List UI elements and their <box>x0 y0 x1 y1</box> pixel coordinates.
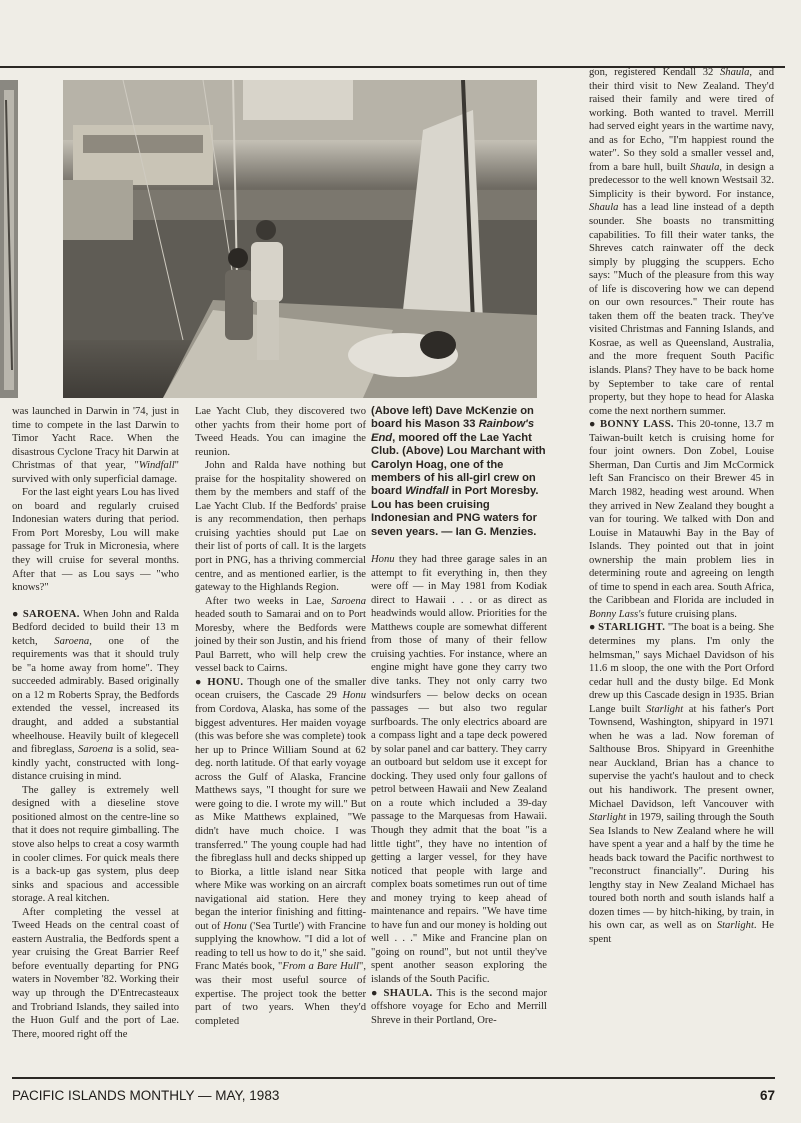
paragraph <box>195 595 366 676</box>
text: , one of the requirements was that it should truly be "a home away from home". They succeeded admirably. Based originally on a 12 m Roberts Spray, the Bedfords extended the vessel, increased its draught, and added a substantial wheelhouse. Heavily built of klegecell and fibreglass, <box>12 635 179 756</box>
section-heading: STARLIGHT. <box>598 622 666 634</box>
bullet-icon: ● <box>589 419 597 431</box>
text: , in design a predecessor to the well known Westsail 32. Simplicity is their byword. For instance, <box>589 161 774 200</box>
bullet-icon: ● <box>195 676 204 688</box>
text: is a solid, sea-kindly yacht, constructed with long-distance cruising in mind. <box>12 744 179 783</box>
section-heading: BONNY LASS. <box>599 419 674 431</box>
text: gon, registered Kendall 32 <box>589 67 720 78</box>
left-photo-edge <box>0 80 18 398</box>
text: at his father's Port Townsend, Washington, shipyard in 1971 when he was a lad. Now foreman of Salthouse Bros. Shipyard in Greenhithe near Auckland, Brian has a chance to supervise the yacht's haulout and to check out his handiwork. The present owner, Michael Davidson, left Vancouver with <box>589 703 774 810</box>
book-title: From a Bare Hull <box>282 961 359 973</box>
yacht-name: Starlight <box>589 812 627 824</box>
text: they had three garage sales in an attempt to fit everything in, then they were off — in May 1981 from Kodiak direct to Hawaii . . . or as direct as headwinds would allow. Priorities for the Matthews couple are somewhat different from those of many of their fellow cruising yachties. For instance, where an engine might have gone they carry two dive tanks. They not only carry two windsurfers — below decks on ocean passages — but also two regular surfboards. The only electrics aboard are a compass light and a tape deck powered by solar panel and car battery. They carry an outboard but seldom use it except for docking. They used only four gallons of petrol between Hawaii and New Zealand on a route which included a 39-day passage to the Marquesas from Hawaii. Though they admit that the boat "is a little tight", they have no intention of getting a larger vessel, for they have noticed that people with large and complex boats sometimes run out of time and money trying to keep ahead of maintenance and repairs. "We have time to have fun and our money is holding out well . . ." Mike and Francine plan on "going on round", but not until they've spent another season exploring the islands of the South Pacific. <box>371 554 547 986</box>
paragraph: Lae Yacht Club, they discovered two other yachts from their home port of Tweed Heads. You can imagine the reunion. <box>195 406 366 458</box>
text-column-3 <box>371 405 547 1027</box>
yacht-name: Bonny Lass's <box>589 608 645 620</box>
text: This 20-tonne, 13.7 m Taiwan-built ketch is cruising home for four joint owners. Don Zobel, Louise Sherman, Dan Curtis and Jim McCormick left San Francisco on their Brewer 45 in March 1982, heading west around. When they arrived in New Zealand they bought a van for touring. We talked with Don and Louise in Matauwhi Bay in the Bay of Islands. They pointed out that in joint ownership the main problem lies in determining route and agreeing on length of time to spend in each area. South Africa, the Caribbean and Florida are included in <box>589 419 775 607</box>
paragraph <box>12 405 179 486</box>
yacht-name: Saroena <box>78 744 114 756</box>
section-shaula <box>371 987 547 1028</box>
text: future cruising plans. <box>644 608 737 620</box>
yacht-name: Starlight <box>646 703 684 715</box>
caption-text: , moored off the Lae Yacht Club. (Above) Lou Marchant with Carolyn Hoag, one of the members of his all-girl crew on board <box>371 431 546 498</box>
section-heading: HONU. <box>207 676 244 688</box>
bullet-icon: ● <box>589 622 596 634</box>
text: ('Sea Turtle') with Francine supplying the knowhow. "I did a lot of reading to tell us how to do it," she said. Franc Matés book, " <box>195 920 366 973</box>
bullet-icon: ● <box>12 608 20 620</box>
text: in 1979, sailing through the South Sea Islands to New Zealand where he will have spent a year and a half by the time he heads back toward the Pacific northwest to "reconstruct financially". During his lengthy stay in New Zealand Michael has toured both north and south islands half a dozen times — by hitch-hiking, by train, in his own car, as well as on <box>589 812 774 932</box>
text: This is the second major offshore voyage for Echo and Merrill Shreve in their Portland, Ore- <box>371 987 547 1026</box>
yacht-name: Honu <box>342 690 366 702</box>
section-bonny-lass <box>589 418 774 621</box>
yacht-name: Honu <box>223 920 247 932</box>
text-column-4 <box>589 66 774 947</box>
paragraph <box>371 553 547 987</box>
text: has a lead line instead of a depth sounder. She boasts no transmitting capabilities. To fill their water tanks, the Shreves catch rainwater off the deck simply by plugging the scuppers. Echo says: "Much of the pleasure from this way of life is discovering how we can depend on our own resources." Their route has taken them off the beaten track. They've visited Christmas and Fanning Islands, and Kosrae, as well as Queensland, Australia, and the more frequent South Pacific islands. Plans? They have to be back home by September to take care of rental property, but they hope to head for Alaska come the next northern summer. <box>589 202 774 417</box>
publication-footer: PACIFIC ISLANDS MONTHLY — MAY, 1983 <box>12 1088 280 1103</box>
yacht-name: Saroena <box>331 595 366 607</box>
paragraph <box>589 66 774 418</box>
text-column-1 <box>12 405 179 1041</box>
yacht-name: Windfall <box>405 485 449 498</box>
section-starlight <box>589 621 774 946</box>
text: from Cordova, Alaska, has some of the biggest adventures. Her maiden voyage (this was before she was complete) took her up to Prince William Sound at 62 deg. north latitude. Of that early voyage across the Gulf of Alaska, Francine Matthews says, "I thought for sure we were going to die. I wrote my will." But as Mike Matthews explained, "We didn't have much choice. I was transferred." The young couple had had the fibreglass hull and decks shipped up to Biorka, a little island near Sitka where Mike was working on an aircraft navigational aid station. Here they began the interior finishing and fitting-out of <box>195 704 366 932</box>
paragraph: John and Ralda have nothing but praise for the hospitality showered on them by the members and staff of the Lae Yacht Club. If the Bedfords' praise is any recommendation, then perhaps cruising yachties should put Lae on their list of ports of call. It is the largets port in PNG, has a thriving commercial centre, and as mentioned earlier, is the gateway to the Highlands Region. <box>195 460 366 594</box>
paragraph: After completing the vessel at Tweed Heads on the central coast of eastern Australia, the Bedfords spent a year cruising the Great Barrier Reef before eventually departing for PNG waters in November '82. Working their way up through the D'Entrecasteaux and Trobriand Islands, they sailed into the Huon Gulf and the port of Lae. There, moored right off the <box>12 906 179 1040</box>
paragraph: The galley is extremely well designed with a dieseline stove positioned almost on the centre-line so that it does not require gimballing. The stove also helps to creat a cosy warmth in cooler climes. For quick meals there is a back-up gas system, plus deep sinks and spacious and accessible storage. A real kitchen. <box>12 784 179 905</box>
text: headed south to Samarai and on to Port Moresby, where the Bedfords were joined by their son Justin, and his friend Paul Barrett, who will help crew the vessel back to Cairns. <box>195 609 366 675</box>
yacht-name: Shaula <box>589 202 619 214</box>
text: When John and Ralda Bedford decided to build their 13 m ketch, <box>12 608 179 647</box>
page-number: 67 <box>759 1088 775 1103</box>
section-heading: SAROENA. <box>22 608 80 620</box>
yacht-name: Honu <box>371 554 395 566</box>
photo-caption <box>371 405 547 539</box>
footer-rule <box>12 1077 775 1079</box>
yacht-name: Starlight <box>716 920 754 932</box>
yacht-name: Shaula <box>719 67 750 78</box>
text: "The boat is a being. She determines my plans. I'm only the helmsman," says Michael Davidson of his 11.6 m sloop, the one with the Port Orford cedar hull and the dusty bilge. Ed Monk drew up this Cascade design in 1935. Brian Lange built <box>589 622 774 715</box>
text: , and their third visit to New Zealand. They'd raised their family and were tired of working. Both wanted to travel. Merrill had served eight years in the wartime navy, and as for Echo, "I'm happiest round the water". So they sold a smaller vessel and, from a bare hull, built <box>589 67 775 173</box>
yacht-name: Shaula <box>689 161 720 173</box>
text: . He spent <box>589 920 774 945</box>
text: After two weeks in Lae, <box>205 595 332 607</box>
paragraph: For the last eight years Lou has lived on board and regularly cruised Indonesian waters during that period. From Port Moresby, Lou will make passage for Truk in Micronesia, where they will cruise for several months. After that — as Lou says — "who knows?" <box>12 487 179 594</box>
section-heading: SHAULA. <box>383 987 433 999</box>
yacht-name: Rainbow's End <box>371 418 535 444</box>
section-honu <box>195 676 366 1028</box>
section-saroena <box>12 608 179 784</box>
text: ", was their most useful source of expertise. The project took the better part of two years. When they'd completed <box>195 961 366 1027</box>
yacht-name: Windfall <box>138 460 175 472</box>
text-column-2 <box>195 405 366 1028</box>
caption-text: (Above left) Dave McKenzie on board his Mason 33 <box>371 405 534 431</box>
text: " survived with only superficial damage. <box>12 460 179 485</box>
yacht-photo <box>63 80 537 398</box>
text: Though one of the smaller ocean cruisers, the Cascade 29 <box>195 676 366 702</box>
text: was launched in Darwin in '74, just in time to compete in the last Darwin to Timor Yacht Race. When the disastrous Cyclone Tracy hit Darwin at Christmas of that year, " <box>12 406 179 472</box>
bullet-icon: ● <box>371 987 380 999</box>
yacht-name: Saroena <box>54 635 90 647</box>
caption-text: in Port Moresby. Lou has been cruising Indonesian and PNG waters for seven years. — Ian G. Menzies. <box>371 485 539 538</box>
